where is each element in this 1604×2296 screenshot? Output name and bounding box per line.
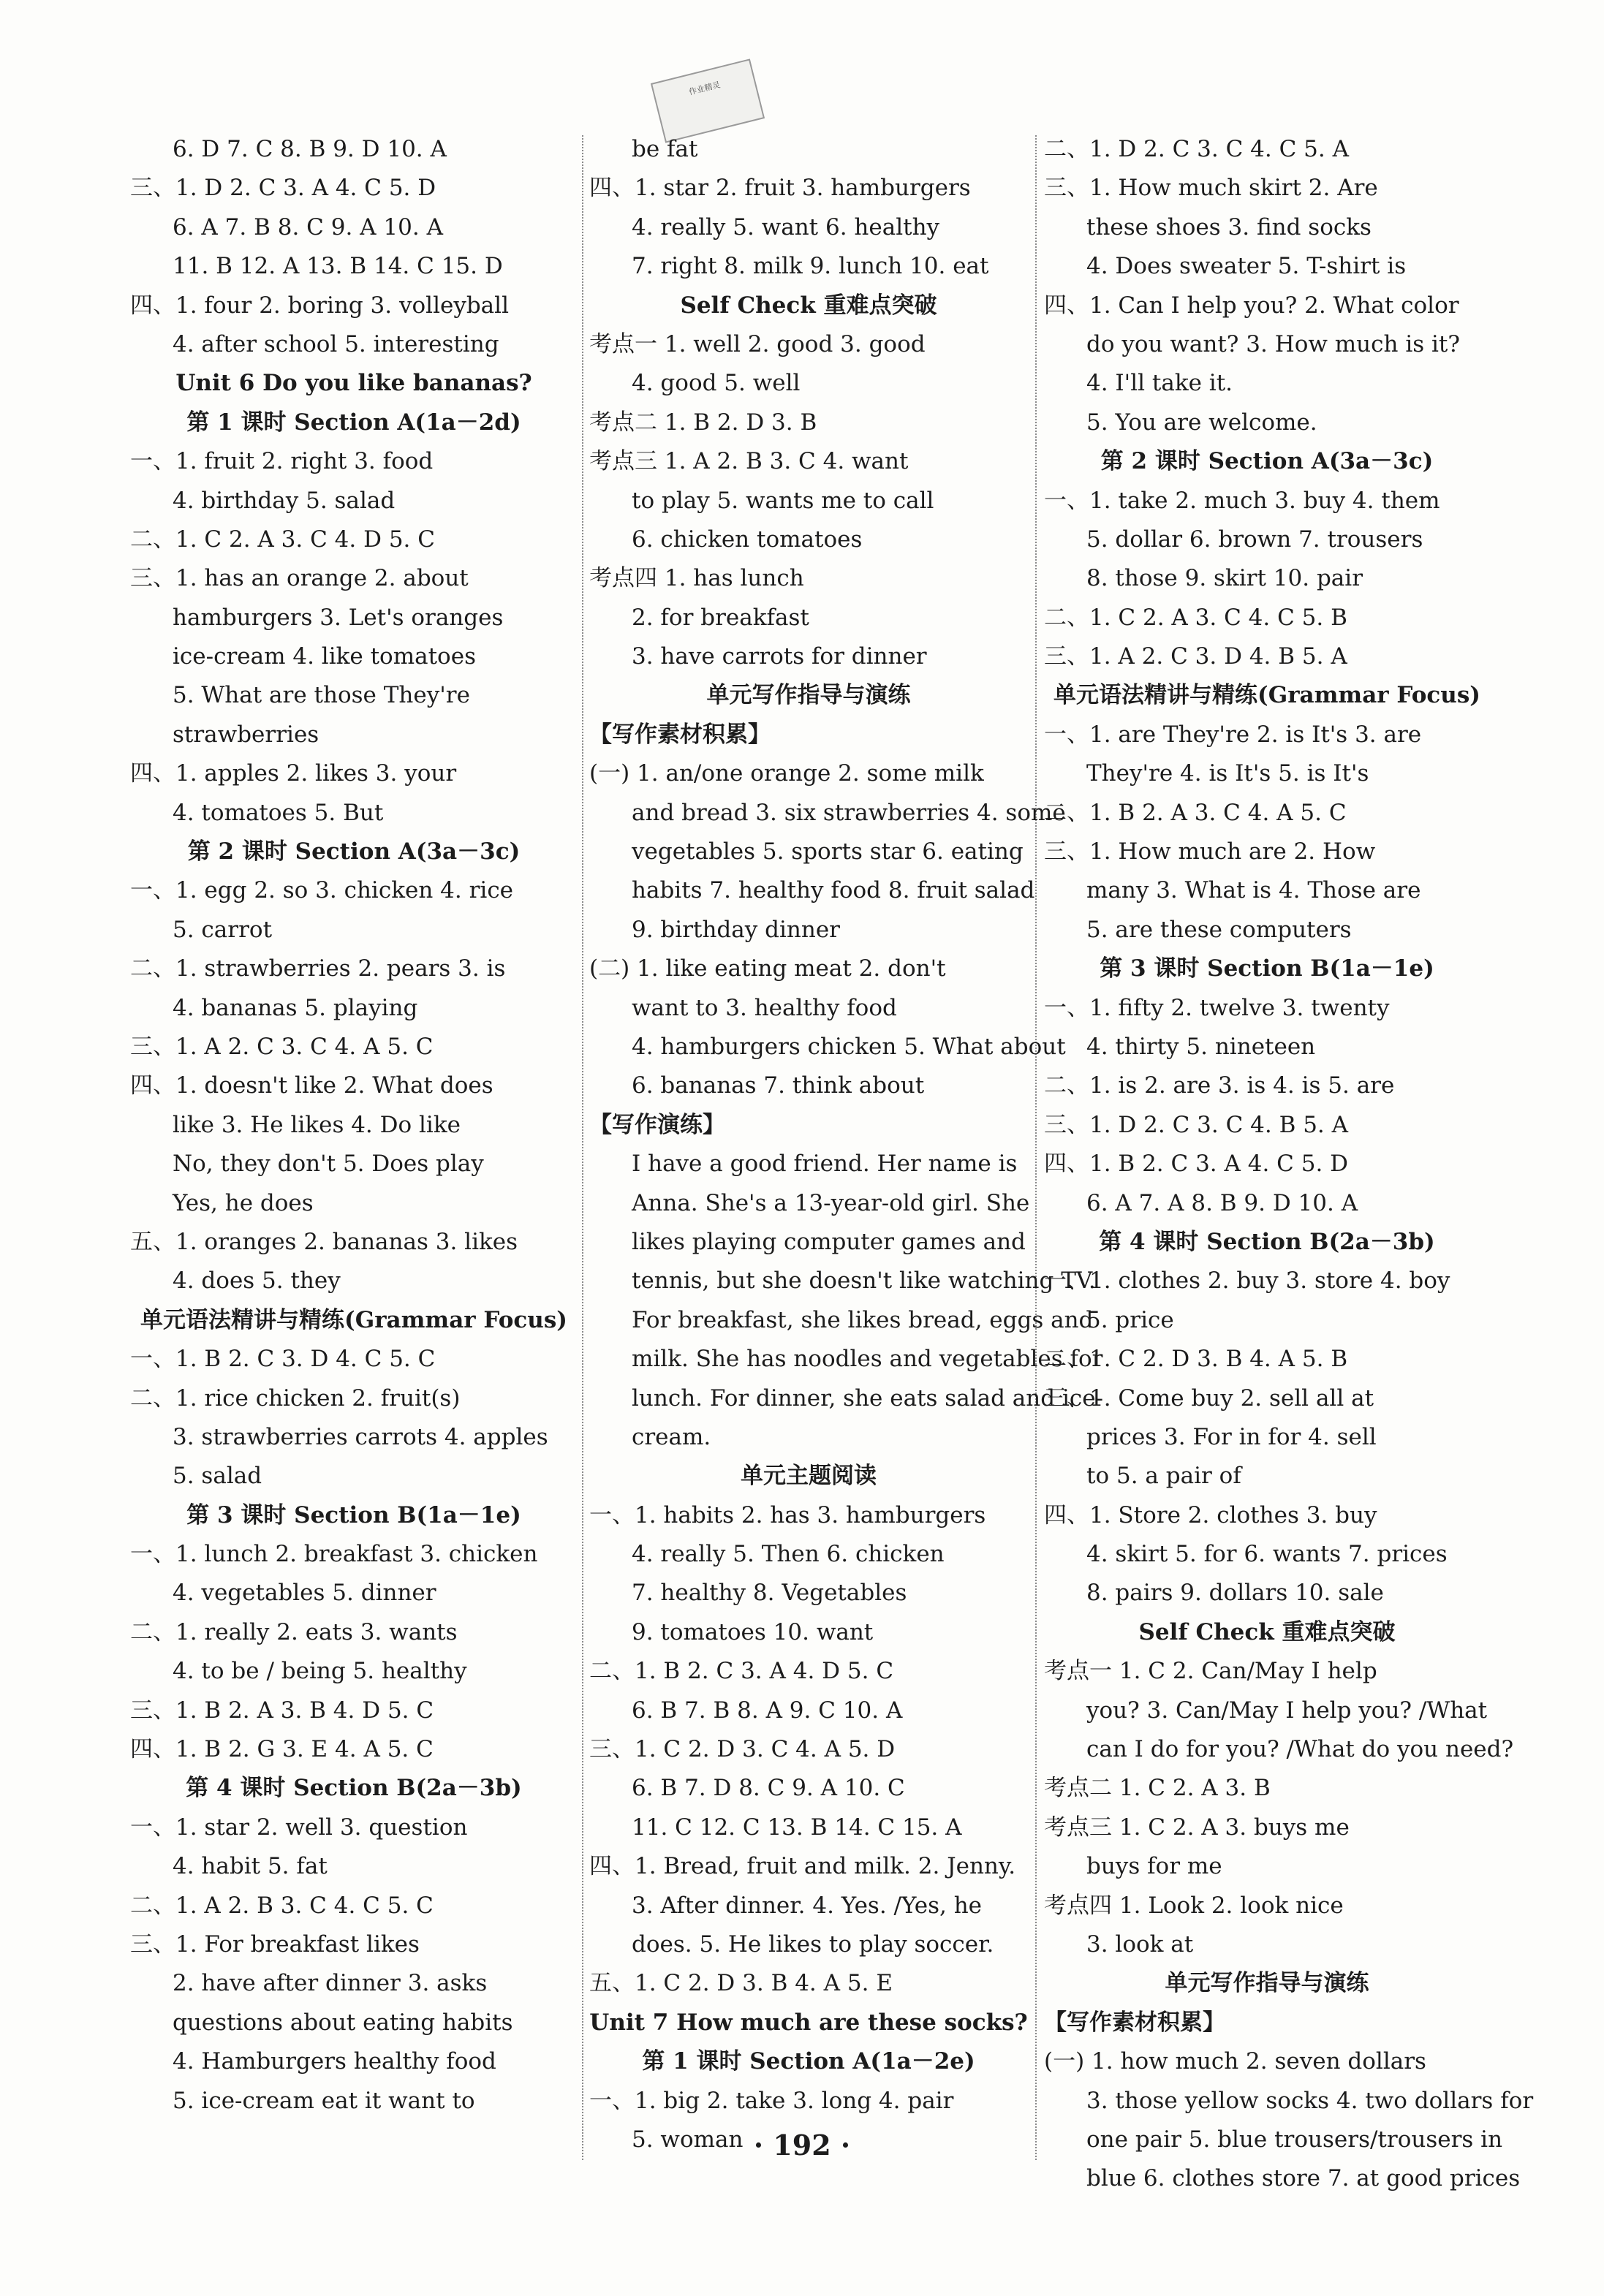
answer-line: cream. [632,1423,711,1450]
answer-line: 二、1. is 2. are 3. is 4. is 5. are [1044,1072,1395,1099]
answer-line: 4. really 5. want 6. healthy [632,213,940,240]
answer-line: 【写作演练】 [589,1111,725,1138]
answer-line: can I do for you? /What do you need? [1086,1736,1514,1763]
answer-line: 单元写作指导与演练 [706,682,911,709]
answer-line: 2. have after dinner 3. asks [173,1970,488,1997]
answer-line: 考点三 1. A 2. B 3. C 4. want [589,448,909,475]
answer-line: 五、1. oranges 2. bananas 3. likes [130,1228,518,1255]
answer-line: 三、1. A 2. C 3. D 4. B 5. A [1044,643,1347,670]
answer-line: strawberries [173,721,319,748]
answer-line: 11. C 12. C 13. B 14. C 15. A [632,1814,962,1841]
answer-line: 一、1. star 2. well 3. question [130,1814,468,1841]
answer-line: 二、1. B 2. C 3. A 4. D 5. C [589,1658,894,1685]
answer-line: 考点一 1. C 2. Can/May I help [1044,1658,1377,1685]
answer-line: be fat [632,136,698,162]
answer-line: 5. ice-cream eat it want to [173,2087,475,2114]
answer-line: 8. pairs 9. dollars 10. sale [1086,1580,1384,1607]
answer-line: 第 4 课时 Section B(2a－3b) [186,1775,522,1802]
answer-column-1 [130,130,578,2121]
answer-line: like 3. He likes 4. Do like [173,1111,461,1138]
answer-line: They're 4. is It's 5. is It's [1086,760,1369,787]
answer-line: 3. those yellow socks 4. two dollars for [1086,2087,1534,2114]
answer-line: 6. D 7. C 8. B 9. D 10. A [173,136,447,162]
answer-line: 4. birthday 5. salad [173,487,396,514]
answer-line: 【写作素材积累】 [1044,2009,1225,2036]
answer-line: 7. healthy 8. Vegetables [632,1580,907,1607]
answer-line: 二、1. really 2. eats 3. wants [130,1618,458,1645]
answer-line: 第 3 课时 Section B(1a－1e) [186,1501,521,1528]
answer-line: (一) 1. how much 2. seven dollars [1044,2048,1426,2075]
answer-line: 三、1. How much skirt 2. Are [1044,175,1378,202]
answer-line: 4. bananas 5. playing [173,994,418,1021]
answer-line: Unit 6 Do you like bananas? [175,370,532,397]
answer-line: 5. woman [632,2126,744,2153]
answer-line: do you want? 3. How much is it? [1086,330,1461,357]
answer-line: 考点三 1. C 2. A 3. buys me [1044,1814,1350,1841]
answer-line: 三、1. B 2. A 3. B 4. D 5. C [130,1697,434,1724]
answer-line: 2. for breakfast [632,604,809,631]
answer-line: 一、1. habits 2. has 3. hamburgers [589,1501,986,1528]
answer-line: 四、1. apples 2. likes 3. your [130,760,457,787]
answer-line: 5. salad [173,1463,262,1490]
answer-line: 三、1. How much are 2. How [1044,838,1376,865]
answer-line: Self Check 重难点突破 [680,292,937,319]
answer-line: 考点二 1. C 2. A 3. B [1044,1775,1271,1802]
answer-line: 四、1. Store 2. clothes 3. buy [1044,1501,1377,1528]
answer-line: 一、1. fruit 2. right 3. food [130,448,434,475]
answer-line: 单元语法精讲与精练(Grammar Focus) [1053,682,1480,709]
answer-line: 二、1. D 2. C 3. C 4. C 5. A [1044,136,1349,162]
answer-line: 一、1. clothes 2. buy 3. store 4. boy [1044,1268,1450,1295]
answer-line: 3. look at [1086,1931,1194,1958]
answer-line: 二、1. C 2. D 3. B 4. A 5. B [1044,1346,1348,1373]
answer-line: 9. birthday dinner [632,916,840,943]
answer-line: 9. tomatoes 10. want [632,1618,874,1645]
answer-line: 三、1. For breakfast likes [130,1931,420,1958]
answer-line: 5. You are welcome. [1086,409,1317,436]
answer-line: ice-cream 4. like tomatoes [173,643,476,670]
answer-line: prices 3. For in for 4. sell [1086,1423,1377,1450]
answer-line: 考点四 1. has lunch [589,565,804,592]
answer-line: 11. B 12. A 13. B 14. C 15. D [173,253,503,280]
answer-line: 单元写作指导与演练 [1165,1970,1369,1997]
answer-column-3 [1044,130,1534,2199]
answer-line: 5. carrot [173,916,273,943]
answer-line: 5. dollar 6. brown 7. trousers [1086,526,1423,553]
answer-line: 5. price [1086,1306,1174,1333]
answer-line: hamburgers 3. Let's oranges [173,604,504,631]
answer-line: 4. I'll take it. [1086,370,1233,397]
answer-line: 6. chicken tomatoes [632,526,863,553]
answer-line: tennis, but she doesn't like watching TV. [632,1268,1096,1295]
answer-line: 三、1. A 2. C 3. C 4. A 5. C [130,1033,434,1060]
answer-line: Self Check 重难点突破 [1138,1618,1396,1645]
answer-line: (一) 1. an/one orange 2. some milk [589,760,984,787]
answer-line: 四、1. Bread, fruit and milk. 2. Jenny. [589,1853,1016,1880]
answer-line: 6. B 7. B 8. A 9. C 10. A [632,1697,903,1724]
answer-line: many 3. What is 4. Those are [1086,877,1421,904]
answer-line: 4. tomatoes 5. But [173,799,384,826]
answer-line: want to 3. healthy food [632,994,897,1021]
answer-line: 四、1. B 2. G 3. E 4. A 5. C [130,1736,434,1763]
answer-line: 二、1. C 2. A 3. C 4. D 5. C [130,526,435,553]
answer-line: 4. skirt 5. for 6. wants 7. prices [1086,1541,1448,1568]
answer-line: likes playing computer games and [632,1228,1026,1255]
answer-line: 7. right 8. milk 9. lunch 10. eat [632,253,989,280]
answer-line: 一、1. take 2. much 3. buy 4. them [1044,487,1440,514]
column-divider [1035,135,1037,2160]
answer-line: 5. What are those They're [173,682,470,709]
answer-line: 6. A 7. B 8. C 9. A 10. A [173,213,443,240]
answer-line: 二、1. C 2. A 3. C 4. C 5. B [1044,604,1347,631]
page-number: · 192 · [753,2129,851,2162]
answer-line: to play 5. wants me to call [632,487,934,514]
answer-line: 6. bananas 7. think about [632,1072,925,1099]
answer-line: 四、1. doesn't like 2. What does [130,1072,493,1099]
answer-line: 4. really 5. Then 6. chicken [632,1541,945,1568]
answer-line: milk. She has noodles and vegetables for [632,1346,1103,1373]
answer-line: vegetables 5. sports star 6. eating [632,838,1024,865]
answer-line: 四、1. Can I help you? 2. What color [1044,292,1459,319]
column-divider [582,135,583,2160]
answer-line: and bread 3. six strawberries 4. some [632,799,1066,826]
answer-line: 二、1. strawberries 2. pears 3. is [130,955,506,982]
answer-line: 单元语法精讲与精练(Grammar Focus) [140,1306,567,1333]
answer-line: 6. A 7. A 8. B 9. D 10. A [1086,1189,1358,1216]
answer-line: 二、1. B 2. A 3. C 4. A 5. C [1044,799,1347,826]
answer-line: 考点二 1. B 2. D 3. B [589,409,817,436]
answer-line: Unit 7 How much are these socks? [589,2009,1028,2036]
answer-line: 一、1. big 2. take 3. long 4. pair [589,2087,954,2114]
answer-line: does. 5. He likes to play soccer. [632,1931,994,1958]
answer-line: For breakfast, she likes bread, eggs and [632,1306,1094,1333]
answer-line: 单元主题阅读 [741,1463,877,1490]
answer-line: 【写作素材积累】 [589,721,771,748]
answer-line: 三、1. D 2. C 3. C 4. B 5. A [1044,1111,1349,1138]
answer-line: 第 4 课时 Section B(2a－3b) [1099,1228,1435,1255]
answer-line: 8. those 9. skirt 10. pair [1086,565,1363,592]
answer-line: habits 7. healthy food 8. fruit salad [632,877,1035,904]
answer-line: 3. have carrots for dinner [632,643,927,670]
answer-line: 三、1. D 2. C 3. A 4. C 5. D [130,175,436,202]
answer-line: buys for me [1086,1853,1222,1880]
answer-line: 二、1. rice chicken 2. fruit(s) [130,1384,461,1412]
answer-line: 4. Does sweater 5. T-shirt is [1086,253,1407,280]
answer-line: 4. to be / being 5. healthy [173,1658,467,1685]
answer-line: one pair 5. blue trousers/trousers in [1086,2126,1503,2153]
answer-line: 一、1. fifty 2. twelve 3. twenty [1044,994,1390,1021]
answer-line: 一、1. lunch 2. breakfast 3. chicken [130,1541,538,1568]
answer-line: 三、1. C 2. D 3. C 4. A 5. D [589,1736,896,1763]
answer-line: 4. thirty 5. nineteen [1086,1033,1316,1060]
answer-line: 4. hamburgers chicken 5. What about [632,1033,1066,1060]
answer-line: lunch. For dinner, she eats salad and ice- [632,1384,1104,1412]
answer-line: 第 1 课时 Section A(1a－2e) [642,2048,975,2075]
answer-column-2 [589,130,1104,2159]
answer-line: Anna. She's a 13-year-old girl. She [632,1189,1030,1216]
answer-line: questions about eating habits [173,2009,513,2036]
answer-line: 第 2 课时 Section A(3a－3c) [1100,448,1434,475]
answer-line: 二、1. A 2. B 3. C 4. C 5. C [130,1892,434,1919]
answer-line: 一、1. B 2. C 3. D 4. C 5. C [130,1346,436,1373]
answer-line: 四、1. four 2. boring 3. volleyball [130,292,509,319]
answer-line: 考点四 1. Look 2. look nice [1044,1892,1344,1919]
answer-line: blue 6. clothes store 7. at good prices [1086,2165,1521,2192]
answer-line: 4. habit 5. fat [173,1853,328,1880]
answer-line: 6. B 7. D 8. C 9. A 10. C [632,1775,905,1802]
answer-line: 三、1. has an orange 2. about [130,565,469,592]
answer-line: 一、1. are They're 2. is It's 3. are [1044,721,1422,748]
answer-line: 一、1. egg 2. so 3. chicken 4. rice [130,877,514,904]
answer-line: you? 3. Can/May I help you? /What [1086,1697,1488,1724]
answer-line: 4. after school 5. interesting [173,330,499,357]
answer-line: these shoes 3. find socks [1086,213,1372,240]
answer-line: (二) 1. like eating meat 2. don't [589,955,946,982]
answer-line: 第 3 课时 Section B(1a－1e) [1100,955,1434,982]
answer-line: 三、1. Come buy 2. sell all at [1044,1384,1374,1412]
answer-line: to 5. a pair of [1086,1463,1241,1490]
stamp-watermark: 作业精灵 [651,58,765,143]
answer-line: 四、1. B 2. C 3. A 4. C 5. D [1044,1151,1349,1178]
answer-line: 3. After dinner. 4. Yes. /Yes, he [632,1892,983,1919]
answer-line: Yes, he does [173,1189,314,1216]
answer-line: 4. good 5. well [632,370,801,397]
answer-line: I have a good friend. Her name is [632,1151,1018,1178]
answer-line: No, they don't 5. Does play [173,1151,484,1178]
answer-line: 4. vegetables 5. dinner [173,1580,436,1607]
answer-line: 第 1 课时 Section A(1a－2d) [186,409,521,436]
answer-line: 第 2 课时 Section A(3a－3c) [187,838,521,865]
answer-line: 五、1. C 2. D 3. B 4. A 5. E [589,1970,893,1997]
answer-line: 四、1. star 2. fruit 3. hamburgers [589,175,971,202]
answer-line: 4. does 5. they [173,1268,341,1295]
answer-line: 考点一 1. well 2. good 3. good [589,330,926,357]
answer-line: 3. strawberries carrots 4. apples [173,1423,548,1450]
answer-line: 4. Hamburgers healthy food [173,2048,496,2075]
answer-line: 5. are these computers [1086,916,1352,943]
